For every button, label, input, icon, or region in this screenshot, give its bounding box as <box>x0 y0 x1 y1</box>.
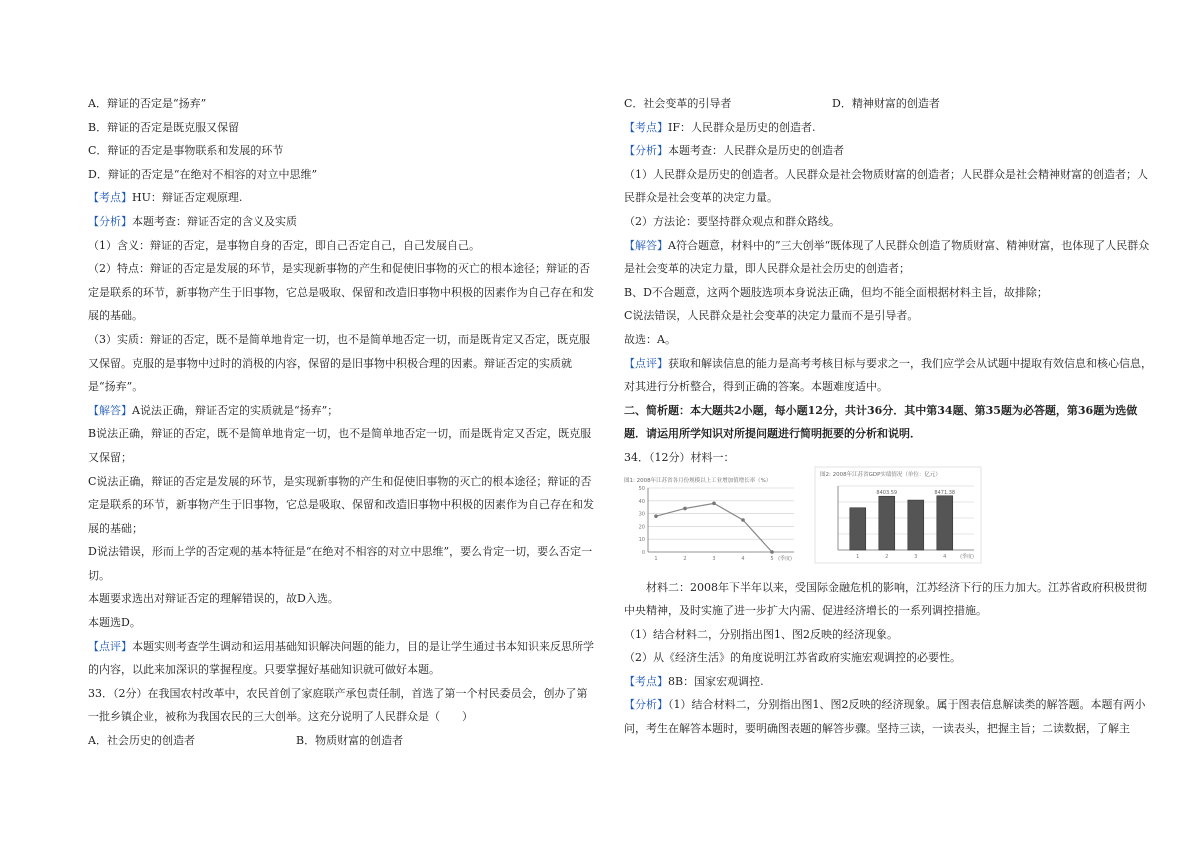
y-tick-label: 0 <box>641 549 645 556</box>
y-tick-label: 50 <box>638 485 645 492</box>
fenxi-text: 本题考查：辩证否定的含义及实质 <box>132 214 297 228</box>
bar <box>850 507 866 549</box>
option-d: D．辩证的否定是“在绝对不相容的对立中思维” <box>88 167 318 181</box>
x-tick-label: 1 <box>654 555 658 562</box>
dianping-tag: 【点评】 <box>88 639 132 653</box>
fenxi-text: （1）结合材料二，分别指出图1、图2反映的经济现象。属于图表信息解读类的解答题。本题有两小问，考生在解答本题时，要明确图表题的解答步骤。坚持三读，一读表头，把握主旨；二读数据，了解主 <box>624 698 1146 736</box>
bar <box>908 500 924 550</box>
chart-title: 图2: 2008年江苏省GDP实绩情况（单位：亿元） <box>820 471 941 478</box>
fenxi-tag: 【分析】 <box>624 698 668 712</box>
x-tick-label: 4 <box>943 553 947 560</box>
answer-b: B说法正确，辩证的否定，既不是简单地肯定一切，也不是简单地否定一切，而是既肯定又否定，既克服又保留； <box>88 427 592 464</box>
x-tick-label: 4 <box>741 555 745 562</box>
analysis-r1: （1）人民群众是历史的创造者。人民群众是社会物质财富的创造者；人民群众是社会精神财富的创造者；人民群众是社会变革的决定力量。 <box>624 167 1148 205</box>
y-tick-label: 10 <box>638 536 645 543</box>
kaodian-tag: 【考点】 <box>624 120 668 134</box>
jieda-text: A符合题意，材料中的”三大创举“既体现了人民群众创造了物质财富、精神财富，也体现了人民群众是社会变革的决定力量，即人民群众是社会历史的创造者； <box>624 238 1150 276</box>
dianping-line-2 <box>624 352 1154 399</box>
bar <box>937 495 953 549</box>
x-axis-label: (季度) <box>960 553 974 560</box>
fenxi-line-3 <box>624 693 1154 740</box>
jieda-tag: 【解答】 <box>624 238 668 252</box>
analysis-point-3: （3）实质：辩证的否定，既不是简单地肯定一切，也不是简单地否定一切，而是既肯定又否定，既克服又保留。克服的是事物中过时的消极的内容，保留的是旧事物中积极合理的因素。辩证否定的实质就是“扬弃”。 <box>88 332 590 394</box>
jieda-line-2 <box>624 234 1154 281</box>
q33-option-d: D．精神财富的创造者 <box>832 97 940 110</box>
question-33-options-cd <box>624 92 1154 116</box>
bar <box>879 496 895 550</box>
question-33: 33．（2分）在我国农村改革中，农民首创了家庭联产承包责任制，首选了第一个村民委员会，创办了第一批乡镇企业，被称为我国农民的三大创举。这充分说明了人民群众是（ ） <box>88 686 588 724</box>
y-tick-label: 30 <box>638 511 645 518</box>
section-2-heading: 二、简析题：本大题共2小题，每小题12分，共计36分．其中第34题、第35题为必答题，第36题为选做题．请运用所学知识对所提问题进行简明扼要的分析和说明． <box>624 403 1138 441</box>
figure-1-line-chart <box>622 472 804 570</box>
right-column <box>624 92 1154 741</box>
data-point <box>741 518 745 522</box>
x-tick-label: 1 <box>856 553 860 560</box>
fenxi-line-2 <box>624 139 1154 163</box>
analysis-r2: （2）方法论：要坚持群众观点和群众路线。 <box>624 214 840 228</box>
answer-c: C说法正确，辩证的否定是发展的环节，是实现新事物的产生和促使旧事物的灭亡的根本途径；辩证的否定是联系的环节，新事物产生于旧事物，它总是吸取、保留和改造旧事物中积极的因素作为自己存在和发展的基础； <box>88 474 594 535</box>
option-b: B．辩证的否定是既克服又保留 <box>88 120 240 134</box>
option-a: A．辩证的否定是“扬弃” <box>88 97 207 110</box>
jieda-tag: 【解答】 <box>88 403 132 417</box>
fenxi-text: 本题考查：人民群众是历史的创造者 <box>668 144 844 158</box>
analysis-point-1: （1）含义：辩证的否定，是事物自身的否定，即自己否定自己，自己发展自己。 <box>88 238 480 252</box>
kaodian-tag: 【考点】 <box>88 191 132 205</box>
data-point <box>683 506 687 510</box>
kaodian-text: 8B：国家宏观调控. <box>668 674 764 688</box>
sub-question-1: （1）结合材料二，分别指出图1、图2反映的经济现象。 <box>624 627 898 641</box>
dianping-line <box>88 635 596 682</box>
material-one-figures <box>624 472 1154 572</box>
fenxi-tag: 【分析】 <box>624 144 668 158</box>
answer-bd: B、D不合题意，这两个题肢选项本身说法正确，但均不能全面根据材料主旨，故排除； <box>624 285 1048 299</box>
series-line <box>656 503 772 552</box>
y-tick-label: 40 <box>638 498 645 505</box>
y-tick-label: 20 <box>638 523 645 530</box>
answer-d: D说法错误，形而上学的否定观的基本特征是“在绝对不相容的对立中思维”，要么肯定一切，要么否定一切。 <box>88 545 593 582</box>
x-tick-label: 2 <box>683 555 687 562</box>
jieda-line <box>88 399 596 423</box>
x-tick-label: 2 <box>885 553 889 560</box>
analysis-point-2: （2）特点：辩证的否定是发展的环节，是实现新事物的产生和促使旧事物的灭亡的根本途径；辩证的否定是联系的环节，新事物产生于旧事物，它总是吸取、保留和改造旧事物中积极的因素作为自己存在和发展的基础。 <box>88 262 594 323</box>
chart-frame <box>815 467 981 563</box>
x-axis-label: (季度) <box>778 555 792 562</box>
sub-question-2: （2）从《经济生活》的角度说明江苏省政府实施宏观调控的必要性。 <box>624 651 961 665</box>
fenxi-tag: 【分析】 <box>88 214 132 228</box>
dianping-text: 本题实则考查学生调动和运用基础知识解决问题的能力，目的是让学生通过书本知识来反思所学的内容，以此来加深识的掌握程度。只要掌握好基础知识就可做好本题。 <box>88 639 594 677</box>
jieda-text: A说法正确，辩证否定的实质就是“扬弃”； <box>132 403 339 417</box>
kaodian-line <box>88 186 596 210</box>
kaodian-tag: 【考点】 <box>624 674 668 688</box>
x-tick-label: 5 <box>770 555 774 562</box>
q33-option-a: A．社会历史的创造者 <box>88 734 195 748</box>
x-tick-label: 3 <box>914 553 918 560</box>
kaodian-line-3 <box>624 670 1154 694</box>
final-answer: 故选：A。 <box>624 332 676 346</box>
dianping-tag: 【点评】 <box>624 356 668 370</box>
fenxi-line <box>88 210 596 234</box>
q33-option-c: C．社会变革的引导者 <box>624 97 732 110</box>
dianping-text: 获取和解读信息的能力是高考考核目标与要求之一，我们应学会从试题中提取有效信息和核心信息，对其进行分析整合，得到正确的答案。本题难度适中。 <box>624 356 1152 394</box>
kaodian-line-2 <box>624 116 1154 140</box>
option-c: C．辩证的否定是事物联系和发展的环节 <box>88 144 284 158</box>
question-33-options-ab <box>88 729 596 753</box>
question-34: 34．（12分）材料一： <box>624 450 735 464</box>
selection: 本题选D。 <box>88 616 141 630</box>
chart-title: 图1: 2008年江苏省各月份规模以上工业增加值增长率（%） <box>624 477 772 484</box>
data-point <box>770 550 774 554</box>
kaodian-text: HU：辩证否定观原理. <box>132 191 243 205</box>
data-point <box>654 514 658 518</box>
kaodian-text: IF：人民群众是历史的创造者. <box>668 120 816 134</box>
summary: 本题要求选出对辩证否定的理解错误的，故D入选。 <box>88 592 339 606</box>
material-two: 材料二：2008年下半年以来，受国际金融危机的影响，江苏经济下行的压力加大。江苏省政府积极贯彻中央精神，及时实施了进一步扩大内需、促进经济增长的一系列调控措施。 <box>624 580 1147 618</box>
answer-c: C说法错误，人民群众是社会变革的决定力量而不是引导者。 <box>624 309 919 323</box>
figure-2-bar-chart <box>814 466 982 564</box>
x-tick-label: 3 <box>712 555 716 562</box>
data-label: 8471.38 <box>934 489 956 496</box>
data-point <box>712 501 716 505</box>
q33-option-b: B．物质财富的创造者 <box>296 734 404 748</box>
left-column <box>88 92 596 753</box>
data-label: 8403.59 <box>876 489 898 496</box>
